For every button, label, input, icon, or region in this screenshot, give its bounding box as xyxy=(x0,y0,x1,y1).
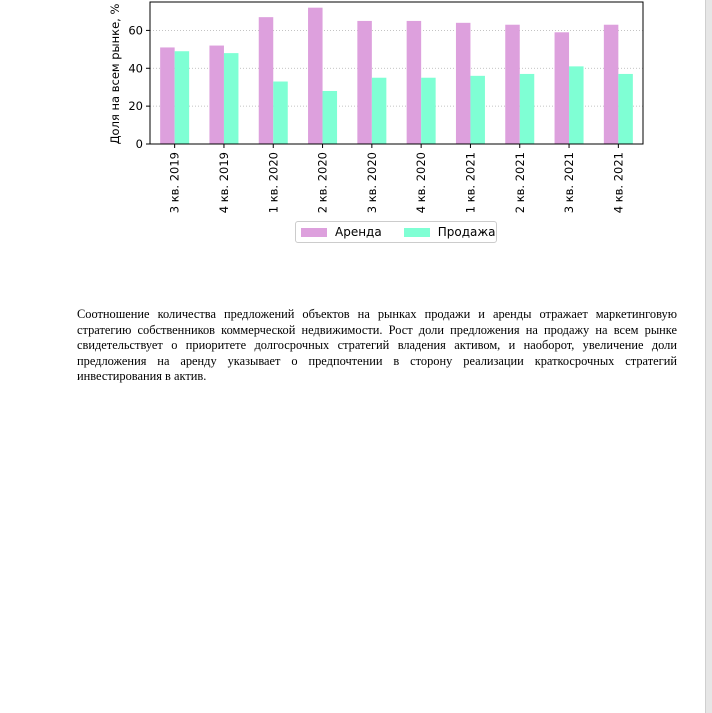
x-tick-label: 3 кв. 2020 xyxy=(364,152,379,214)
y-tick-label: 60 xyxy=(128,23,143,38)
y-tick-label: 20 xyxy=(128,99,143,114)
y-tick-label: 40 xyxy=(128,61,143,76)
bar-arenda xyxy=(555,32,570,144)
legend-item-arenda xyxy=(301,225,382,239)
bar-prodazha xyxy=(273,82,288,144)
bar-prodazha xyxy=(323,91,338,144)
y-axis-label: Доля на всем рынке, % xyxy=(108,3,122,145)
page-edge xyxy=(705,0,712,713)
y-tick-label: 0 xyxy=(135,137,143,151)
bar-prodazha xyxy=(618,74,633,144)
bars xyxy=(160,8,633,144)
x-tick-label: 1 кв. 2020 xyxy=(266,152,281,214)
bar-arenda xyxy=(308,8,323,144)
x-tick-label: 1 кв. 2021 xyxy=(463,152,478,214)
x-tick-label: 4 кв. 2019 xyxy=(216,152,231,214)
legend-swatch-arenda xyxy=(301,228,327,237)
x-tick-label: 2 кв. 2021 xyxy=(512,152,527,214)
bar-prodazha xyxy=(224,53,239,144)
bar-chart xyxy=(0,0,706,300)
x-tick-label: 3 кв. 2019 xyxy=(167,152,182,214)
bar-arenda xyxy=(209,46,224,144)
x-tick-label: 4 кв. 2021 xyxy=(611,152,626,214)
bar-prodazha xyxy=(470,76,485,144)
legend-label-prodazha: Продажа xyxy=(437,225,496,239)
bar-arenda xyxy=(456,23,471,144)
bar-prodazha xyxy=(421,78,436,144)
legend-item-prodazha xyxy=(404,225,496,239)
y-tick-labels xyxy=(128,23,143,151)
bar-prodazha xyxy=(569,66,584,144)
x-tick-label: 3 кв. 2021 xyxy=(562,152,577,214)
bar-prodazha xyxy=(520,74,535,144)
bar-arenda xyxy=(604,25,619,144)
x-tick-label: 4 кв. 2020 xyxy=(414,152,429,214)
bar-arenda xyxy=(505,25,520,144)
bar-arenda xyxy=(357,21,372,144)
legend-swatch-prodazha xyxy=(404,228,430,237)
x-tick-label: 2 кв. 2020 xyxy=(315,152,330,214)
body-paragraph: Соотношение количества предложений объектов на рынках продажи и аренды отражает маркетинговую стратегию собственников коммерческой недвижимости. Рост доли предложения на продажу на всем рынке свидетельствует о приоритете долгосрочных стратегий владения активом, и наоборот, увеличение доли предложения на аренду указывает о предпочтении в сторону реализации краткосрочных стратегий инвестирования в актив. xyxy=(77,307,677,383)
chart-legend xyxy=(295,221,497,243)
x-tick-labels xyxy=(168,152,626,213)
bar-arenda xyxy=(407,21,422,144)
legend-label-arenda: Аренда xyxy=(335,225,382,239)
bar-prodazha xyxy=(372,78,387,144)
bar-prodazha xyxy=(175,51,190,144)
bar-arenda xyxy=(259,17,274,144)
bar-arenda xyxy=(160,47,175,144)
